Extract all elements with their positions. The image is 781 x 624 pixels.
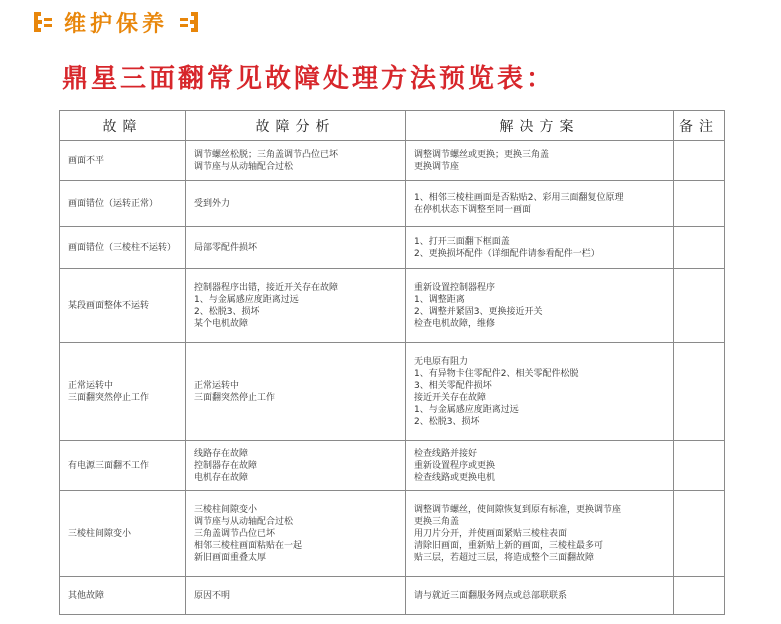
table-row	[60, 491, 725, 577]
analysis-cell-line: 某个电机故障	[194, 318, 249, 329]
solution-cell-line: 用刀片分开，并使画面紧贴三棱柱表面	[414, 528, 568, 539]
analysis-cell	[186, 441, 406, 491]
solution-cell	[406, 227, 674, 269]
analysis-cell-line: 三角盖调节凸位已坏	[194, 528, 276, 539]
table-row	[60, 181, 725, 227]
fault-cell-line: 画面不平	[68, 155, 105, 166]
fault-cell-line: 画面错位（三棱柱不运转）	[68, 242, 177, 253]
ornament-left-icon	[30, 9, 56, 35]
fault-cell	[60, 491, 186, 577]
fault-cell	[60, 181, 186, 227]
solution-cell-line: 3、相关零配件损坏	[414, 380, 492, 391]
solution-cell	[406, 441, 674, 491]
fault-cell	[60, 577, 186, 615]
analysis-cell	[186, 141, 406, 181]
fault-cell-line: 某段画面整体不运转	[68, 300, 150, 311]
solution-cell-line: 更换三角盖	[414, 516, 460, 527]
analysis-cell-line: 新旧画面重叠太厚	[194, 552, 267, 563]
table-row	[60, 141, 725, 181]
fault-cell-line: 画面错位（运转正常）	[68, 198, 159, 209]
column-header-note: 备注	[674, 111, 725, 141]
note-cell	[674, 227, 725, 269]
solution-cell-line: 检查线路并接好	[414, 448, 478, 459]
solution-cell-line: 1、打开三面翻下框面盖	[414, 236, 510, 247]
solution-cell-line: 检查线路或更换电机	[414, 472, 496, 483]
fault-cell-line: 其他故障	[68, 590, 105, 601]
analysis-cell-line: 2、松脱3、损坏	[194, 306, 260, 317]
solution-cell-line: 清除旧画面，重新贴上新的画面，三棱柱最多可	[414, 540, 604, 551]
solution-cell	[406, 491, 674, 577]
analysis-cell	[186, 491, 406, 577]
fault-cell	[60, 441, 186, 491]
fault-cell	[60, 227, 186, 269]
analysis-cell	[186, 343, 406, 441]
fault-cell-line: 正常运转中	[68, 380, 114, 391]
analysis-cell-line: 相邻三棱柱画面粘贴在一起	[194, 540, 303, 551]
section-header	[30, 6, 202, 38]
solution-cell-line: 贴三层，若超过三层，将造成整个三面翻故障	[414, 552, 595, 563]
note-cell	[674, 441, 725, 491]
solution-cell-line: 1、调整距离	[414, 294, 465, 305]
analysis-cell-line: 正常运转中	[194, 380, 240, 391]
analysis-cell	[186, 181, 406, 227]
fault-cell-line: 有电源三面翻不工作	[68, 460, 150, 471]
note-cell	[674, 577, 725, 615]
ornament-right-icon	[176, 9, 202, 35]
column-header-solution: 解决方案	[406, 111, 674, 141]
solution-cell-line: 2、调整并紧固3、更换接近开关	[414, 306, 543, 317]
solution-cell-line: 2、松脱3、损坏	[414, 416, 480, 427]
analysis-cell-line: 三面翻突然停止工作	[194, 392, 276, 403]
fault-cell-line: 三棱柱间隙变小	[68, 528, 132, 539]
note-cell	[674, 269, 725, 343]
fault-cell-line: 三面翻突然停止工作	[68, 392, 150, 403]
analysis-cell	[186, 227, 406, 269]
analysis-cell-line: 受到外力	[194, 198, 231, 209]
solution-cell	[406, 141, 674, 181]
solution-cell-line: 接近开关存在故障	[414, 392, 487, 403]
solution-cell-line: 更换调节座	[414, 161, 460, 172]
header-title: 维护保养	[64, 10, 169, 37]
solution-cell-line: 调整调节螺丝或更换；更换三角盖	[414, 149, 550, 160]
analysis-cell-line: 电机存在故障	[194, 472, 249, 483]
solution-cell-line: 请与就近三面翻服务网点或总部联联系	[414, 590, 568, 601]
solution-cell-line: 调整调节螺丝，使间隙恢复到原有标准，更换调节座	[414, 504, 622, 515]
solution-cell-line: 1、相邻三棱柱画面是否粘贴2、彩用三面翻复位原理	[414, 192, 624, 203]
solution-cell-line: 1、与金属感应度距离过远	[414, 404, 519, 415]
analysis-cell-line: 调节座与从动轴配合过松	[194, 516, 294, 527]
note-cell	[674, 141, 725, 181]
solution-cell-line: 重新设置控制器程序	[414, 282, 496, 293]
analysis-cell-line: 线路存在故障	[194, 448, 249, 459]
table-header-row	[60, 111, 725, 141]
analysis-cell-line: 三棱柱间隙变小	[194, 504, 258, 515]
analysis-cell	[186, 577, 406, 615]
analysis-cell-line: 原因不明	[194, 590, 231, 601]
analysis-cell	[186, 269, 406, 343]
note-cell	[674, 491, 725, 577]
analysis-cell-line: 调节座与从动轴配合过松	[194, 161, 294, 172]
fault-cell	[60, 141, 186, 181]
table-row	[60, 343, 725, 441]
analysis-cell-line: 1、与金属感应度距离过远	[194, 294, 299, 305]
solution-cell-line: 无电原有阻力	[414, 356, 469, 367]
fault-cell	[60, 343, 186, 441]
column-header-fault: 故障	[60, 111, 186, 141]
fault-cell	[60, 269, 186, 343]
solution-cell	[406, 181, 674, 227]
note-cell	[674, 343, 725, 441]
table-row	[60, 269, 725, 343]
solution-cell-line: 2、更换损坏配件（详细配件请参看配件一栏）	[414, 248, 600, 259]
fault-table	[59, 110, 725, 615]
solution-cell-line: 重新设置程序或更换	[414, 460, 496, 471]
analysis-cell-line: 控制器存在故障	[194, 460, 258, 471]
solution-cell	[406, 269, 674, 343]
table-row	[60, 227, 725, 269]
page-title: 鼎星三面翻常见故障处理方法预览表：	[62, 64, 556, 94]
analysis-cell-line: 局部零配件损坏	[194, 242, 258, 253]
solution-cell	[406, 577, 674, 615]
solution-cell	[406, 343, 674, 441]
analysis-cell-line: 控制器程序出错，接近开关存在故障	[194, 282, 339, 293]
solution-cell-line: 在停机状态下调整至同一画面	[414, 204, 532, 215]
solution-cell-line: 1、有异物卡住零配件2、相关零配件松脱	[414, 368, 579, 379]
table-row	[60, 441, 725, 491]
table-row	[60, 577, 725, 615]
solution-cell-line: 检查电机故障，维修	[414, 318, 496, 329]
analysis-cell-line: 调节螺丝松脱；三角盖调节凸位已坏	[194, 149, 339, 160]
column-header-analysis: 故障分析	[186, 111, 406, 141]
note-cell	[674, 181, 725, 227]
